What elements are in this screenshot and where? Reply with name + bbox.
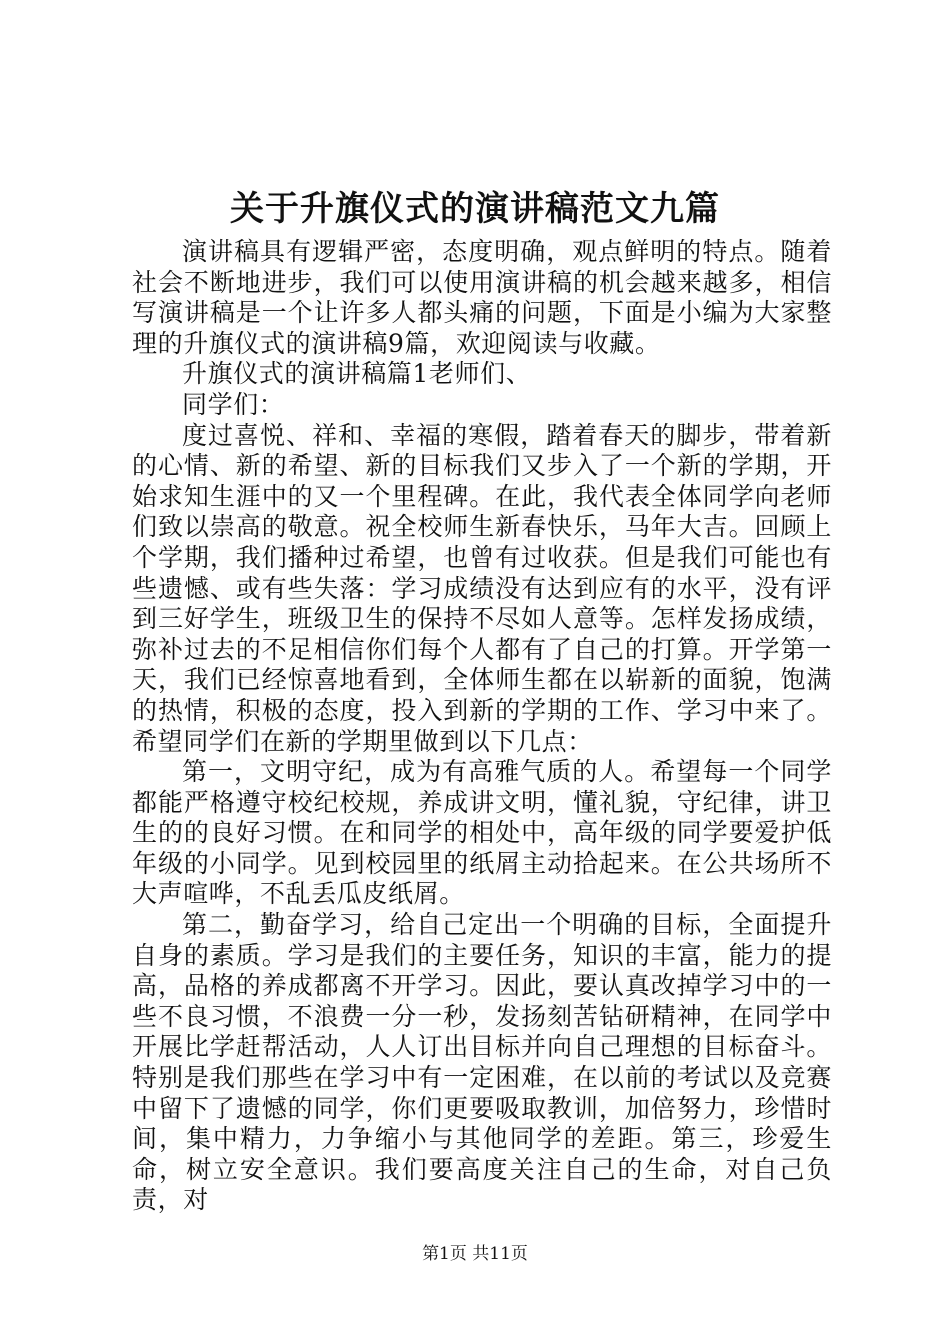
paragraph-point-two: 第二，勤奋学习，给自己定出一个明确的目标，全面提升自身的素质。学习是我们的主要任务，知识的丰富，能力的提高，品格的养成都离不开学习。因此，要认真改掉学习中的一些不良习惯，不浪费一分一秒，发扬刻苦钻研精神，在同学中开展比学赶帮活动，人人订出目标并向自己理想的目标奋斗。特别是我们那些在学习中有一定困难，在以前的考试以及竞赛中留下了遗憾的同学，你们更要吸取教训，加倍努力，珍惜时间，集中精力，力争缩小与其他同学的差距。第三，珍爱生命，树立安全意识。我们要高度关注自己的生命，对自己负责，对 (132, 910, 832, 1215)
paragraph-greeting: 同学们： (182, 389, 285, 419)
paragraph-intro: 演讲稿具有逻辑严密，态度明确，观点鲜明的特点。随着社会不断地进步，我们可以使用演讲稿的机会越来越多，相信写演讲稿是一个让许多人都头痛的问题，下面是小编为大家整理的升旗仪式的演讲稿9篇，欢迎阅读与收藏。 (132, 237, 832, 358)
paragraph-speech-heading: 升旗仪式的演讲稿篇1老师们、 (182, 359, 532, 389)
paragraph-point-one: 第一，文明守纪，成为有高雅气质的人。希望每一个同学都能严格遵守校纪校规，养成讲文明，懂礼貌，守纪律，讲卫生的的良好习惯。在和同学的相处中，高年级的同学要爱护低年级的小同学。见到校园里的纸屑主动拾起来。在公共场所不大声喧哗，不乱丢瓜皮纸屑。 (132, 757, 832, 909)
paragraph-opening: 度过喜悦、祥和、幸福的寒假，踏着春天的脚步，带着新的心情、新的希望、新的目标我们又步入了一个新的学期，开始求知生涯中的又一个里程碑。在此，我代表全体同学向老师们致以崇高的敬意。祝全校师生新春快乐，马年大吉。回顾上个学期，我们播种过希望，也曾有过收获。但是我们可能也有些遗憾、或有些失落：学习成绩没有达到应有的水平，没有评到三好学生，班级卫生的保持不尽如人意等。怎样发扬成绩，弥补过去的不足相信你们每个人都有了自己的打算。开学第一天，我们已经惊喜地看到，全体师生都在以崭新的面貌，饱满的热情，积极的态度，投入到新的学期的工作、学习中来了。希望同学们在新的学期里做到以下几点： (132, 420, 832, 756)
document-body (132, 237, 832, 1216)
document-title: 关于升旗仪式的演讲稿范文九篇 (230, 189, 720, 229)
page-footer: 第1页 共11页 (422, 1244, 528, 1264)
